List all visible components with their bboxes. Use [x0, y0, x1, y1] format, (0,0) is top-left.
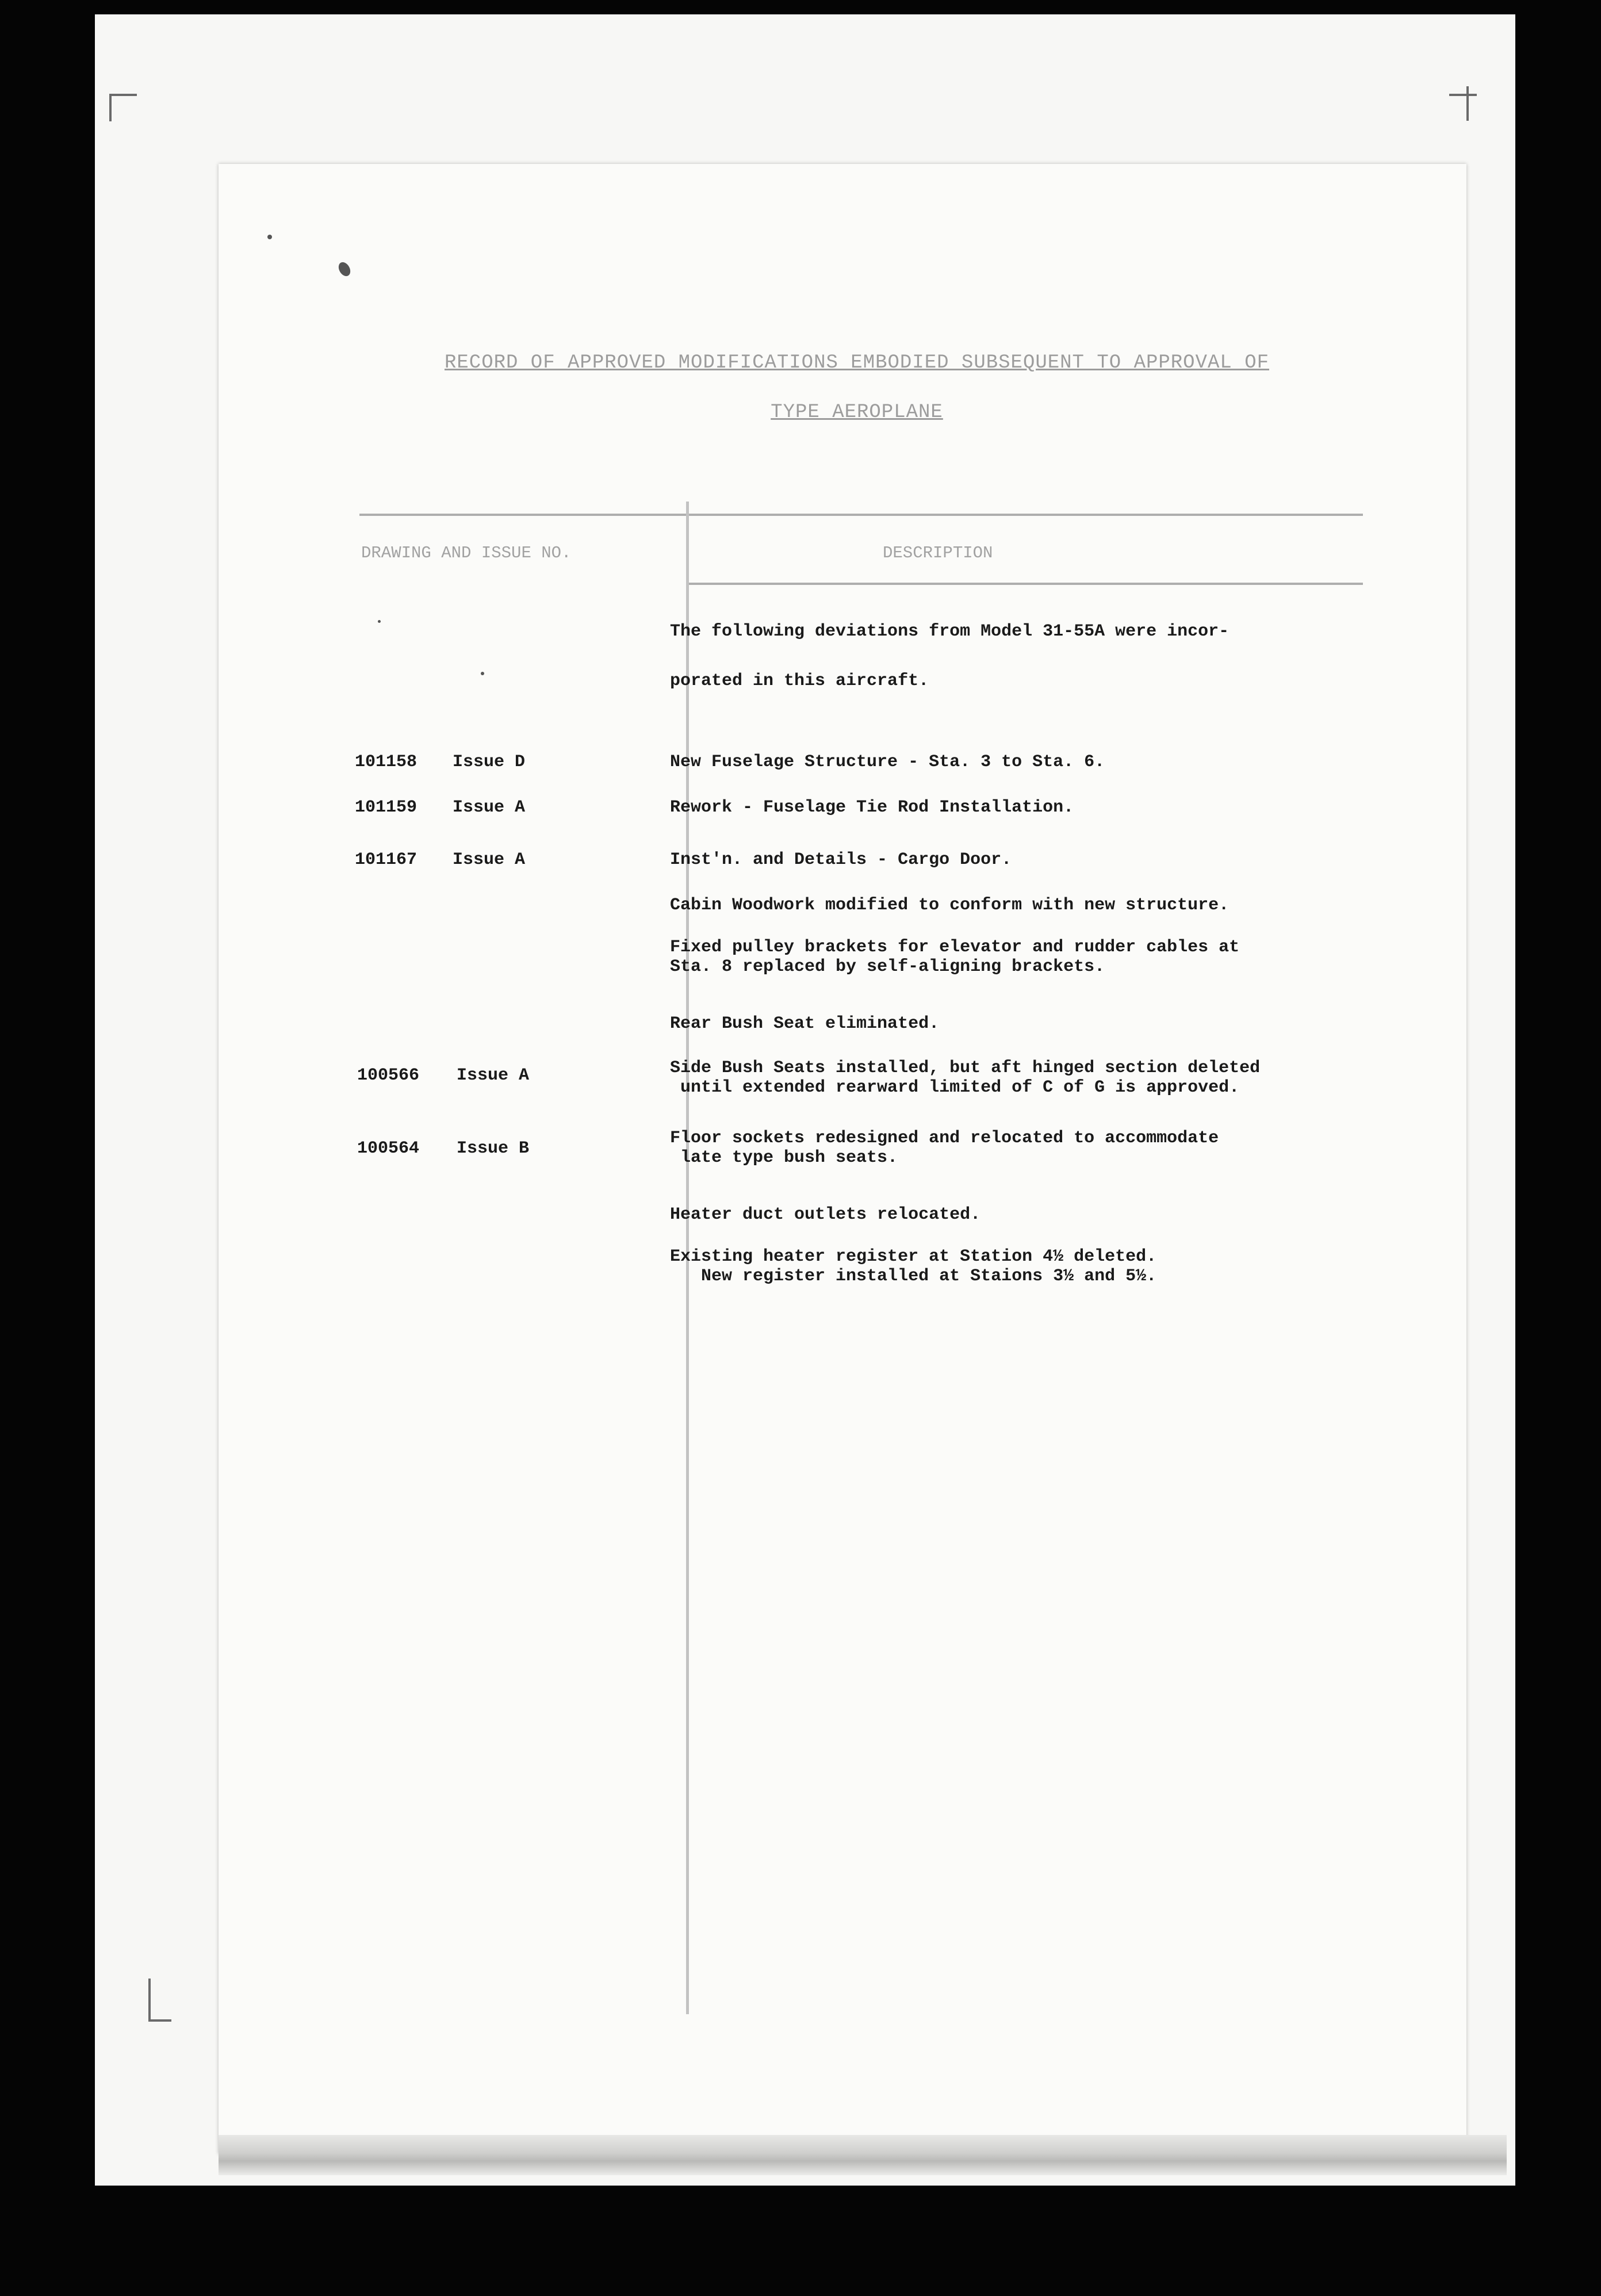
- crop-mark-top-left-vertical: [109, 94, 112, 121]
- entry-description: Fixed pulley brackets for elevator and rudder cables at Sta. 8 replaced by self-aligning brackets.: [670, 937, 1240, 977]
- drawing-number: 101167: [355, 850, 418, 870]
- ink-speck: [267, 235, 272, 239]
- entry-description: New Fuselage Structure - Sta. 3 to Sta. 6.: [670, 752, 1105, 772]
- page-bottom-edge: [219, 2135, 1507, 2175]
- document-subtitle: TYPE AEROPLANE: [771, 401, 943, 423]
- entry-description: Rear Bush Seat eliminated.: [670, 1014, 940, 1034]
- drawing-number: 101159: [355, 798, 418, 817]
- crop-mark-top-left: [109, 94, 137, 96]
- crop-mark-top-right-vertical: [1466, 86, 1469, 121]
- ink-speck: [378, 620, 381, 623]
- crop-mark-bottom-left: [148, 1979, 151, 2022]
- table-header-rule: [686, 583, 1363, 585]
- issue-label: Issue D: [453, 752, 526, 772]
- entry-description: Existing heater register at Station 4½ deleted. New register installed at Staions 3½ and 5½.: [670, 1247, 1157, 1286]
- issue-label: Issue A: [457, 1066, 530, 1085]
- entry-description: Cabin Woodwork modified to conform with new structure.: [670, 896, 1230, 915]
- column-header-drawing: DRAWING AND ISSUE NO.: [361, 544, 572, 562]
- entry-description: Floor sockets redesigned and relocated to accommodate late type bush seats.: [670, 1128, 1219, 1168]
- entry-description: Side Bush Seats installed, but aft hinged section deleted until extended rearward limited of C of G is approved.: [670, 1058, 1261, 1097]
- entry-description: Inst'n. and Details - Cargo Door.: [670, 850, 1012, 870]
- intro-text: The following deviations from Model 31-55A were incor- porated in this aircraft.: [670, 622, 1230, 691]
- ink-speck: [481, 672, 484, 675]
- entry-description: Rework - Fuselage Tie Rod Installation.: [670, 798, 1074, 817]
- document-title: RECORD OF APPROVED MODIFICATIONS EMBODIED SUBSEQUENT TO APPROVAL OF: [444, 352, 1270, 374]
- issue-label: Issue A: [453, 798, 526, 817]
- column-header-description: DESCRIPTION: [883, 544, 993, 562]
- issue-label: Issue A: [453, 850, 526, 870]
- table-top-rule: [359, 514, 1363, 516]
- entry-description: Heater duct outlets relocated.: [670, 1205, 981, 1224]
- drawing-number: 101158: [355, 752, 418, 772]
- drawing-number: 100564: [357, 1139, 420, 1158]
- issue-label: Issue B: [457, 1139, 530, 1158]
- crop-mark-bottom-left-horizontal: [148, 2019, 171, 2022]
- crop-mark-top-right: [1449, 94, 1477, 96]
- drawing-number: 100566: [357, 1066, 420, 1085]
